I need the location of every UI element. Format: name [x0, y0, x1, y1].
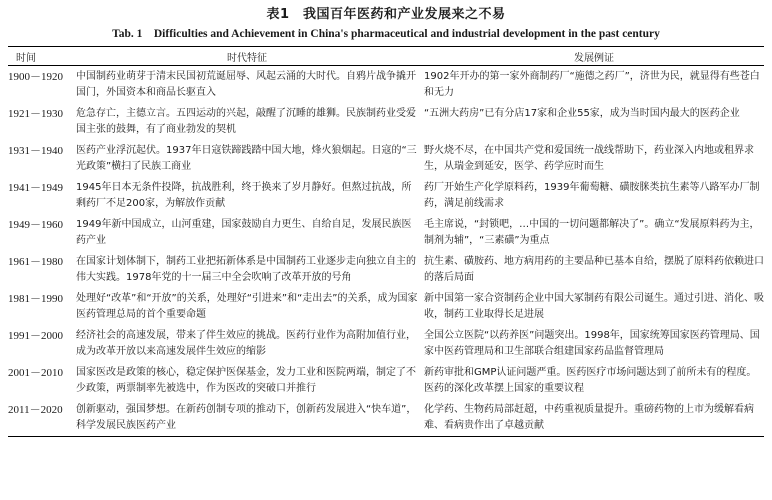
row-era: 1945年日本无条件投降，抗战胜利，终于换来了岁月静好。但熬过抗战，所剩药厂不足200家，为解放作贡献: [76, 182, 412, 209]
row-example: 全国公立医院“以药养医”问题突出。1998年，国家统筹国家医药管理局、国家中医药管理局和卫生部联合组建国家药品监督管理局: [424, 330, 760, 357]
table-title-en: Tab. 1 Difficulties and Achievement in China's pharmaceutical and industrial development in the past century: [112, 28, 660, 40]
table-row: [8, 140, 764, 177]
row-era: 创新驱动，强国梦想。在新药创制专项的推动下，创新药发展进入“快车道”，科学发展民族医药产业: [76, 404, 417, 431]
bottom-rule: [8, 436, 764, 437]
table-header: [8, 47, 764, 65]
row-era: 在国家计划体制下，制药工业把拓新体系是中国制药工业逐步走向独立自主的伟大实践。1978年党的十一届三中全会吹响了改革开放的号角: [76, 256, 416, 283]
row-period: 1981－1990: [8, 293, 63, 305]
table-row: [8, 362, 764, 399]
row-era: 中国制药业萌芽于清末民国初荒诞屈辱、风起云涌的大时代。自鸦片战争撬开国门，外国资本和商品长驱直入: [76, 71, 416, 98]
table-row: [8, 399, 764, 436]
row-example: 1902年开办的第一家外商制药厂“施德之药厂”，济世为民，就显得有些苍白和无力: [424, 71, 760, 98]
row-period: 1931－1940: [8, 145, 63, 157]
row-period: 1949－1960: [8, 219, 63, 231]
row-period: 1961－1980: [8, 256, 63, 268]
header-era: 时代特征: [227, 52, 267, 64]
row-era: 经济社会的高速发展，带来了伴生效应的挑战。医药行业作为高附加值行业，成为改革开放以来高速发展伴生效应的缩影: [76, 330, 416, 357]
row-example: “五洲大药房”已有分店17家和企业55家，成为当时国内最大的医药企业: [424, 108, 740, 119]
row-period: 1921－1930: [8, 108, 63, 120]
row-era: 国家医改是政策的核心，稳定保护医保基金，发力工业和医院两端，制定了不少政策，两票制率先被选中，作为医改的突破口并推行: [76, 367, 416, 394]
row-example: 化学药、生物药局部赶超，中药重视质量提升。重磅药物的上市为缓解看病难、看病贵作出了卓越贡献: [424, 404, 754, 431]
table-row: [8, 214, 764, 251]
row-example: 新药审批和GMP认证问题严重。医药医疗市场问题达到了前所未有的程度。医药的深化改革摆上国家的重要议程: [424, 367, 757, 394]
row-period: 1941－1949: [8, 182, 63, 194]
row-example: 抗生素、磺胺药、地方病用药的主要品种已基本自给，摆脱了原料药依赖进口的落后局面: [424, 256, 764, 283]
row-era: 1949年新中国成立，山河重建，国家鼓励自力更生、自给自足，发展民族医药产业: [76, 219, 412, 246]
table-row: [8, 103, 764, 140]
table-row: [8, 251, 764, 288]
row-example: 毛主席说，“封锁吧，…中国的一切问题都解决了”。确立“发展原料药为主，制剂为辅”，“三素磺”为重点: [424, 219, 760, 246]
row-period: 1991－2000: [8, 330, 63, 342]
table-row: [8, 288, 764, 325]
row-period: 1900－1920: [8, 71, 63, 83]
row-period: 2011－2020: [8, 404, 63, 416]
row-era: 处理好“改革”和“开放”的关系，处理好“引进来”和“走出去”的关系，成为国家医药管理总局的首个重要命题: [76, 293, 418, 320]
table-row: [8, 177, 764, 214]
table-body: [8, 66, 764, 436]
table-figure: [8, 6, 764, 437]
header-period: 时间: [16, 52, 36, 64]
row-period: 2001－2010: [8, 367, 63, 379]
row-example: 野火烧不尽，在中国共产党和爱国统一战线帮助下，药业深入内地或租界求生，从瑞金到延安，医学、药学应时而生: [424, 145, 754, 172]
table-row: [8, 325, 764, 362]
table-title-cn: 表1 我国百年医药和产业发展来之不易: [266, 7, 506, 22]
row-era: 医药产业浮沉起伏。1937年日寇铁蹄践踏中国大地，烽火狼烟起。日寇的“三光政策”横扫了民族工商业: [76, 145, 417, 172]
row-era: 危急存亡，主德立言。五四运动的兴起，敲醒了沉睡的雄狮。民族制药业受爱国主张的鼓舞，有了商业勃发的契机: [76, 108, 416, 135]
table-row: [8, 66, 764, 103]
row-example: 药厂开始生产化学原料药，1939年葡萄糖、磺胺脒类抗生素等八路军办厂制药，满足前线需求: [424, 182, 760, 209]
header-example: 发展例证: [574, 52, 614, 64]
row-example: 新中国第一家合资制药企业中国大冢制药有限公司诞生。通过引进、消化、吸收，制药工业取得长足进展: [424, 293, 764, 320]
